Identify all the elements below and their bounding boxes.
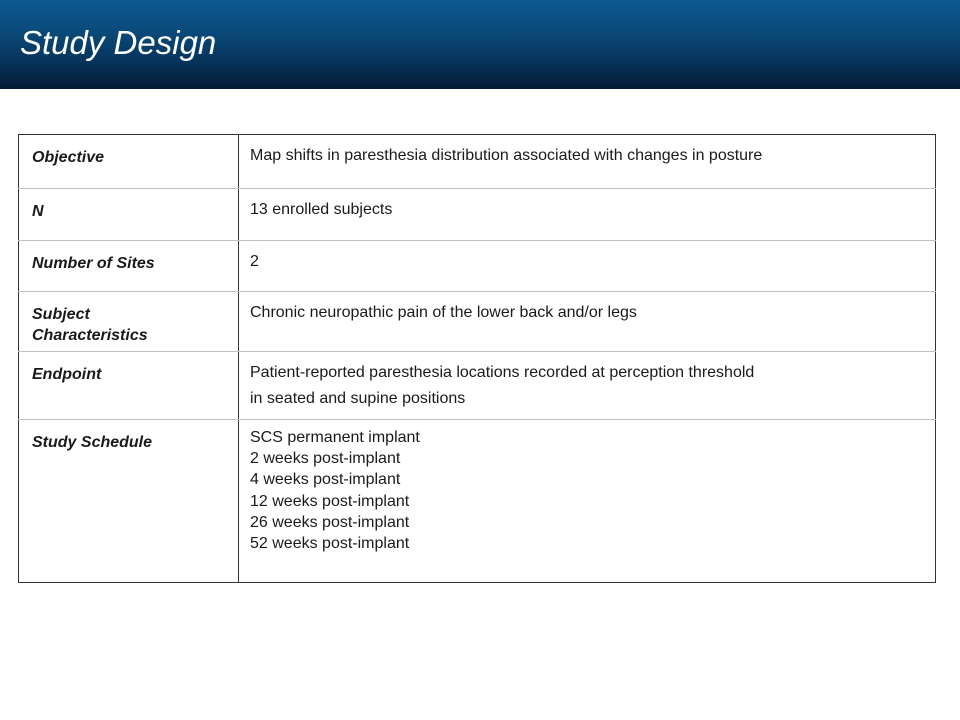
schedule-item: 4 weeks post-implant xyxy=(250,471,401,489)
table-row-n xyxy=(19,189,936,241)
table-row-objective xyxy=(19,135,936,189)
endpoint-value-line1: Patient-reported paresthesia locations recorded at perception threshold xyxy=(250,364,755,381)
table-row-characteristics xyxy=(19,292,936,352)
table-row-sites xyxy=(19,241,936,292)
table-row-endpoint xyxy=(19,352,936,420)
schedule-item: 2 weeks post-implant xyxy=(250,450,401,468)
sites-label: Number of Sites xyxy=(19,241,239,292)
schedule-item: 52 weeks post-implant xyxy=(250,535,410,553)
endpoint-label: Endpoint xyxy=(19,352,239,420)
endpoint-value-line2: in seated and supine positions xyxy=(250,390,466,407)
schedule-item: 12 weeks post-implant xyxy=(250,492,410,510)
objective-value: Map shifts in paresthesia distribution associated with changes in posture xyxy=(239,135,936,189)
objective-label: Objective xyxy=(19,135,239,189)
endpoint-value xyxy=(239,352,936,420)
schedule-list xyxy=(239,420,936,583)
title-bar xyxy=(0,0,960,89)
characteristics-value: Chronic neuropathic pain of the lower back and/or legs xyxy=(239,292,936,352)
study-design-table xyxy=(18,134,936,583)
schedule-item: SCS permanent implant xyxy=(250,429,420,446)
schedule-item: 26 weeks post-implant xyxy=(250,513,410,531)
n-label: N xyxy=(19,189,239,241)
schedule-label: Study Schedule xyxy=(19,420,239,583)
characteristics-label-line1: Subject xyxy=(32,306,90,323)
characteristics-label xyxy=(19,292,239,352)
slide-title: Study Design xyxy=(20,24,217,61)
table-row-schedule xyxy=(19,420,936,583)
sites-value: 2 xyxy=(239,241,936,292)
characteristics-label-line2: Characteristics xyxy=(32,327,148,344)
n-value: 13 enrolled subjects xyxy=(239,189,936,241)
